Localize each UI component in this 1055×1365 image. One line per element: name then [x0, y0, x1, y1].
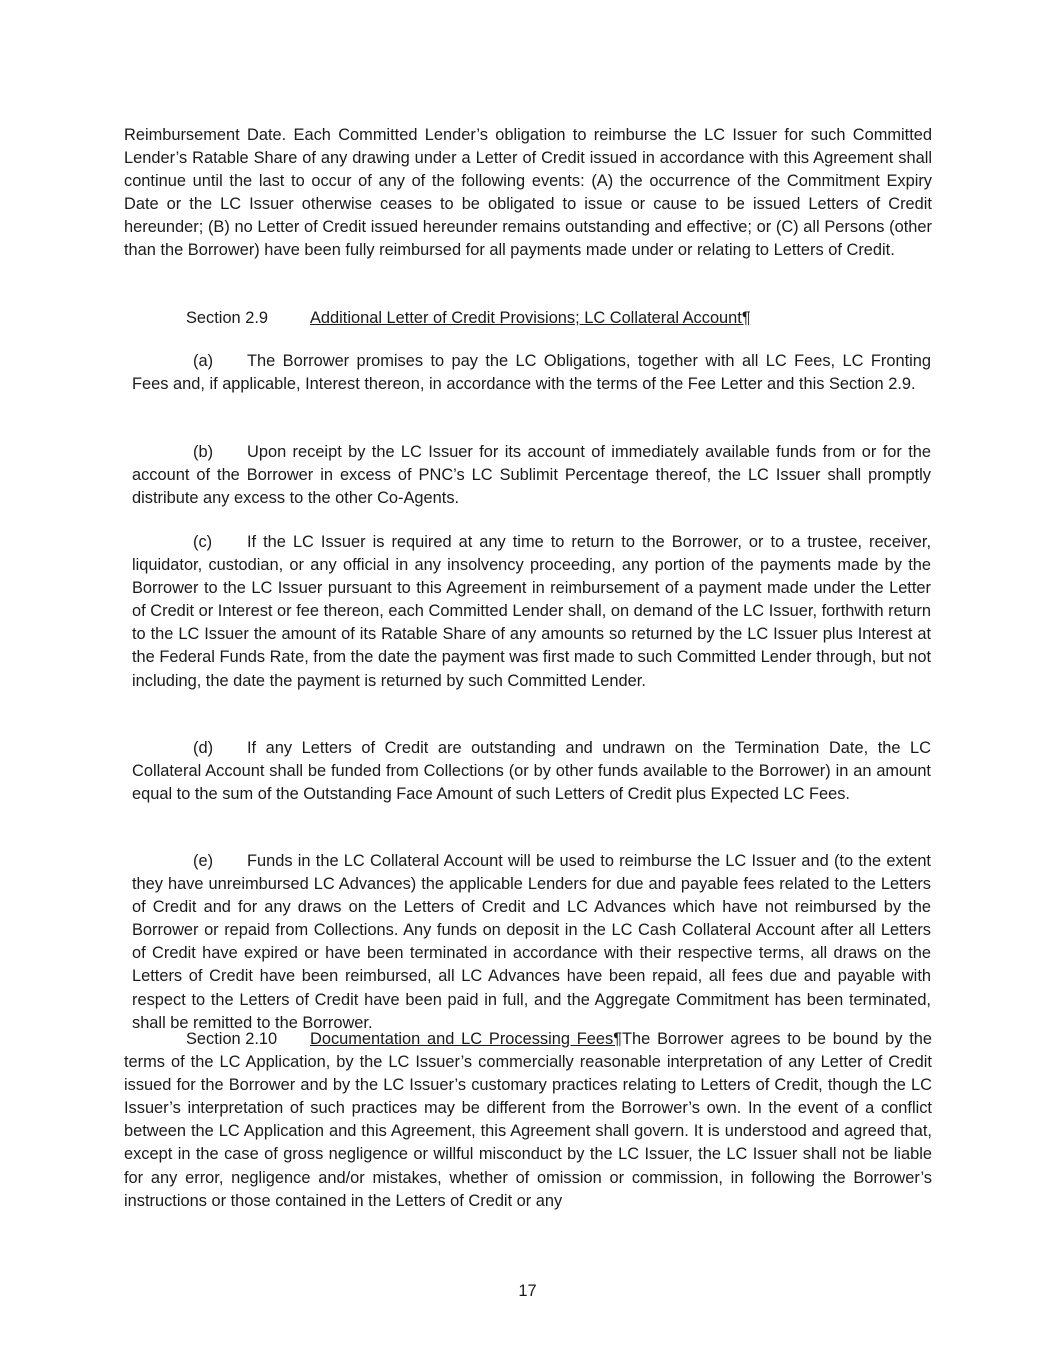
- section-2-10-number: Section 2.10: [186, 1030, 278, 1048]
- subsection-e-text: Funds in the LC Collateral Account will be used to reimburse the LC Issuer and (to the extent they have unreimbursed LC Advances) the applicable Lenders for due and payable fees related to the Letters of Credit and for any draws on the Letters of Credit and LC Advances which have not reimbursed by the Borrower or repaid from Collections. Any funds on deposit in the LC Cash Collateral Account after all Letters of Credit have expired or have been terminated in accordance with their respective terms, all draws on the Letters of Credit have been reimbursed, all LC Advances have been repaid, all fees due and payable with respect to the Letters of Credit have been paid in full, and the Aggregate Commitment has been terminated, shall be remitted to the Borrower.: [132, 852, 931, 1032]
- section-2-10-title: Documentation and LC Processing Fees¶: [310, 1030, 623, 1048]
- subsection-a: [132, 350, 931, 396]
- section-2-9-title: Additional Letter of Credit Provisions; LC Collateral Account¶: [310, 309, 751, 327]
- subsection-d: [132, 737, 931, 806]
- subsection-b-text: Upon receipt by the LC Issuer for its account of immediately available funds from or for the account of the Borrower in excess of PNC’s LC Sublimit Percentage thereof, the LC Issuer shall promptly distribute any excess to the other Co-Agents.: [132, 443, 931, 508]
- subsection-c-text: If the LC Issuer is required at any time to return to the Borrower, or to a trustee, receiver, liquidator, custodian, or any official in any insolvency proceeding, any portion of the payments made by the Borrower to the LC Issuer pursuant to this Agreement in reimbursement of a payment made under the Letter of Credit or Interest or fee thereon, each Committed Lender shall, on demand of the LC Issuer, forthwith return to the LC Issuer the amount of its Ratable Share of any amounts so returned by the LC Issuer plus Interest at the Federal Funds Rate, from the date the payment was first made to such Committed Lender through, but not including, the date the payment is returned by such Committed Lender.: [132, 533, 932, 690]
- subsection-c-label: (c): [193, 533, 213, 551]
- intro-paragraph: Reimbursement Date. Each Committed Lender’s obligation to reimburse the LC Issuer for such Committed Lender’s Ratable Share of any drawing under a Letter of Credit issued in accordance with this Agreement shall continue until the last to occur of any of the following events: (A) the occurrence of the Commitment Expiry Date or the LC Issuer otherwise ceases to be obligated to issue or cause to be issued Letters of Credit hereunder; (B) no Letter of Credit issued hereunder remains outstanding and effective; or (C) all Persons (other than the Borrower) have been fully reimbursed for all payments made under or relating to Letters of Credit.: [124, 126, 932, 260]
- section-2-10: [124, 1028, 932, 1213]
- section-2-9-heading: [186, 307, 932, 330]
- subsection-c: [132, 531, 931, 693]
- section-2-9-number: Section 2.9: [186, 309, 269, 327]
- subsection-a-label: (a): [193, 352, 214, 370]
- page-number: 17: [518, 1282, 537, 1300]
- subsection-d-label: (d): [193, 739, 214, 757]
- subsection-e-label: (e): [193, 852, 214, 870]
- subsection-e: [132, 850, 931, 1035]
- subsection-d-text: If any Letters of Credit are outstanding and undrawn on the Termination Date, the LC Collateral Account shall be funded from Collections (or by other funds available to the Borrower) in an amount equal to the sum of the Outstanding Face Amount of such Letters of Credit plus Expected LC Fees.: [132, 739, 931, 804]
- subsection-a-text: The Borrower promises to pay the LC Obligations, together with all LC Fees, LC Fronting Fees and, if applicable, Interest thereon, in accordance with the terms of the Fee Letter and this Section 2.9.: [132, 352, 931, 394]
- section-2-10-text: The Borrower agrees to be bound by the terms of the LC Application, by the LC Issuer’s commercially reasonable interpretation of any Letter of Credit issued for the Borrower and by the LC Issuer’s customary practices relating to Letters of Credit, though the LC Issuer’s interpretation of such practices may be different from the Borrower’s own. In the event of a conflict between the LC Application and this Agreement, this Agreement shall govern. It is understood and agreed that, except in the case of gross negligence or willful misconduct by the LC Issuer, the LC Issuer shall not be liable for any error, negligence and/or mistakes, whether of omission or commission, in following the Borrower’s instructions or those contained in the Letters of Credit or any: [124, 1030, 932, 1210]
- subsection-b: [132, 441, 931, 510]
- subsection-b-label: (b): [193, 443, 214, 461]
